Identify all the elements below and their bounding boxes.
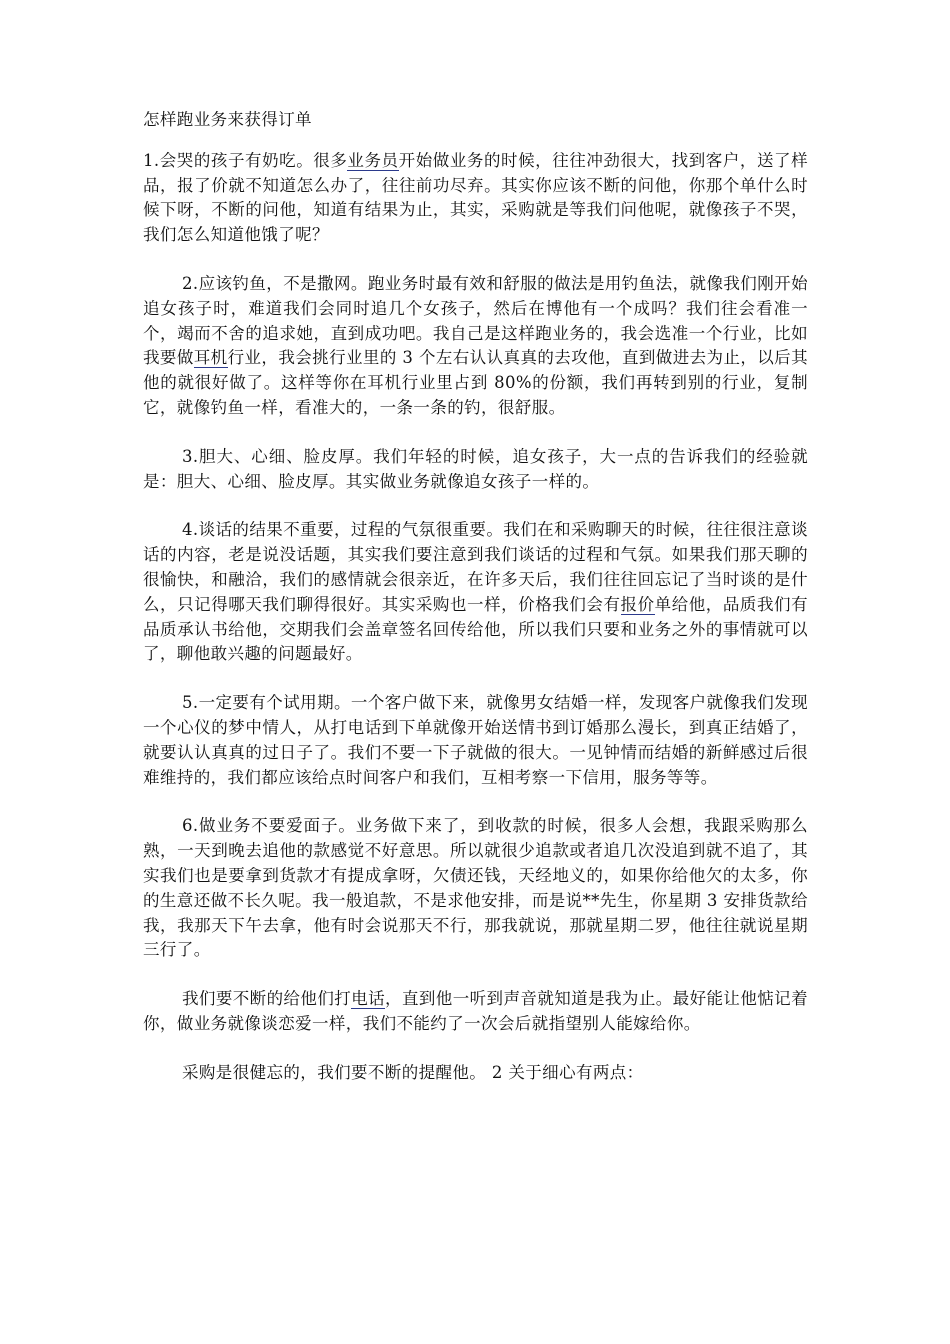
paragraph-text: 1.会哭的孩子有奶吃。很多 [143, 150, 348, 170]
paragraph-7 [143, 987, 808, 1037]
paragraph-3 [143, 445, 808, 495]
paragraph-text: 2.应该钓鱼，不是撒网。跑业务时最有效和舒服的做法是用钓鱼法，就像我们刚开始追女孩子时，难道我们会同时追几个女孩子，然后在博他有一个成吗？我们往会看准一个，竭而不舍的追求她，直到成功吧。我自己是这样跑业务的，我会选准一个行业，比如我要做 [143, 273, 808, 368]
document-title: 怎样跑业务来获得订单 [143, 110, 312, 129]
document-page [143, 108, 808, 1110]
paragraph-1 [143, 149, 808, 248]
document-body [143, 149, 808, 1086]
paragraph-text: 采购是很健忘的，我们要不断的提醒他。 2 关于细心有两点： [182, 1062, 644, 1082]
paragraph-text: 5.一定要有个试用期。一个客户做下来，就像男女结婚一样，发现客户就像我们发现一个心仪的梦中情人，从打电话到下单就像开始送情书到订婚那么漫长，到真正结婚了，就要认认真真的过日子了。我们不要一下子就做的很大。一见钟情而结婚的新鲜感过后很难维持的，我们都应该给点时间客户和我们，互相考察一下信用，服务等等。 [143, 693, 808, 787]
keyword-link[interactable]: 业务员 [347, 150, 399, 170]
paragraph-text: 行业，我会挑行业里的 3 个左右认认真真的去攻他，直到做进去为止，以后其他的就很好做了。这样等你在耳机行业里占到 80%的份额，我们再转到别的行业，复制它，就像钓鱼一样，看准大的，一条一条的钓，很舒服。 [143, 348, 808, 417]
paragraph-4 [143, 518, 808, 667]
paragraph-8 [143, 1061, 808, 1086]
paragraph-text: 6.做业务不要爱面子。业务做下来了，到收款的时候，很多人会想，我跟采购那么熟，一天到晚去追他的款感觉不好意思。所以就很少追款或者追几次没追到就不追了，其实我们也是要拿到货款才有提成拿呀，欠债还钱，天经地义的，如果你给他欠的太多，你的生意还做不长久呢。我一般追款，不是求他安排，而是说**先生，你星期 3 安排货款给我，我那天下午去拿，他有时会说那天不行，那我就说，那就星期二罗，他往往就说星期三行了。 [143, 816, 808, 960]
paragraph-5 [143, 691, 808, 790]
paragraph-text: 3.胆大、心细、脸皮厚。我们年轻的时候，追女孩子，大一点的告诉我们的经验就是：胆大、心细、脸皮厚。其实做业务就像追女孩子一样的。 [143, 446, 808, 491]
paragraph-text: 4.谈话的结果不重要，过程的气氛很重要。我们在和采购聊天的时候，往往很注意谈话的内容，老是说没话题，其实我们要注意到我们谈话的过程和气氛。如果我们那天聊的很愉快，和融洽，我们的感情就会很亲近，在许多天后，我们往往回忘记了当时谈的是什么，只记得哪天我们聊得很好。其实采购也一样，价格我们会有 [143, 520, 808, 614]
paragraph-2 [143, 272, 808, 421]
keyword-link[interactable]: 电话 [351, 989, 386, 1009]
paragraph-text: ，直到他一听到声音就知道是我为止。最好能让他惦记着你，做业务就像谈恋爱一样，我们不能约了一次会后就指望别人能嫁给你。 [143, 989, 809, 1033]
keyword-link[interactable]: 报价 [620, 594, 655, 614]
paragraph-text: 我们要不断的给他们打 [182, 989, 352, 1009]
paragraph-text: 单给他，品质我们有品质承认书给他，交期我们会盖章签名回传给他，所以我们只要和业务之外的事情就可以了，聊他敢兴趣的问题最好。 [143, 594, 808, 664]
paragraph-text: 开始做业务的时候，往往冲劲很大，找到客户，送了样品，报了价就不知道怎么办了，往往前功尽弃。其实你应该不断的问他，你那个单什么时候下呀，不断的问他，知道有结果为止，其实，采购就是等我们问他呢，就像孩子不哭，我们怎么知道他饿了呢？ [143, 150, 808, 245]
paragraph-6 [143, 814, 808, 963]
keyword-link[interactable]: 耳机 [193, 348, 228, 368]
